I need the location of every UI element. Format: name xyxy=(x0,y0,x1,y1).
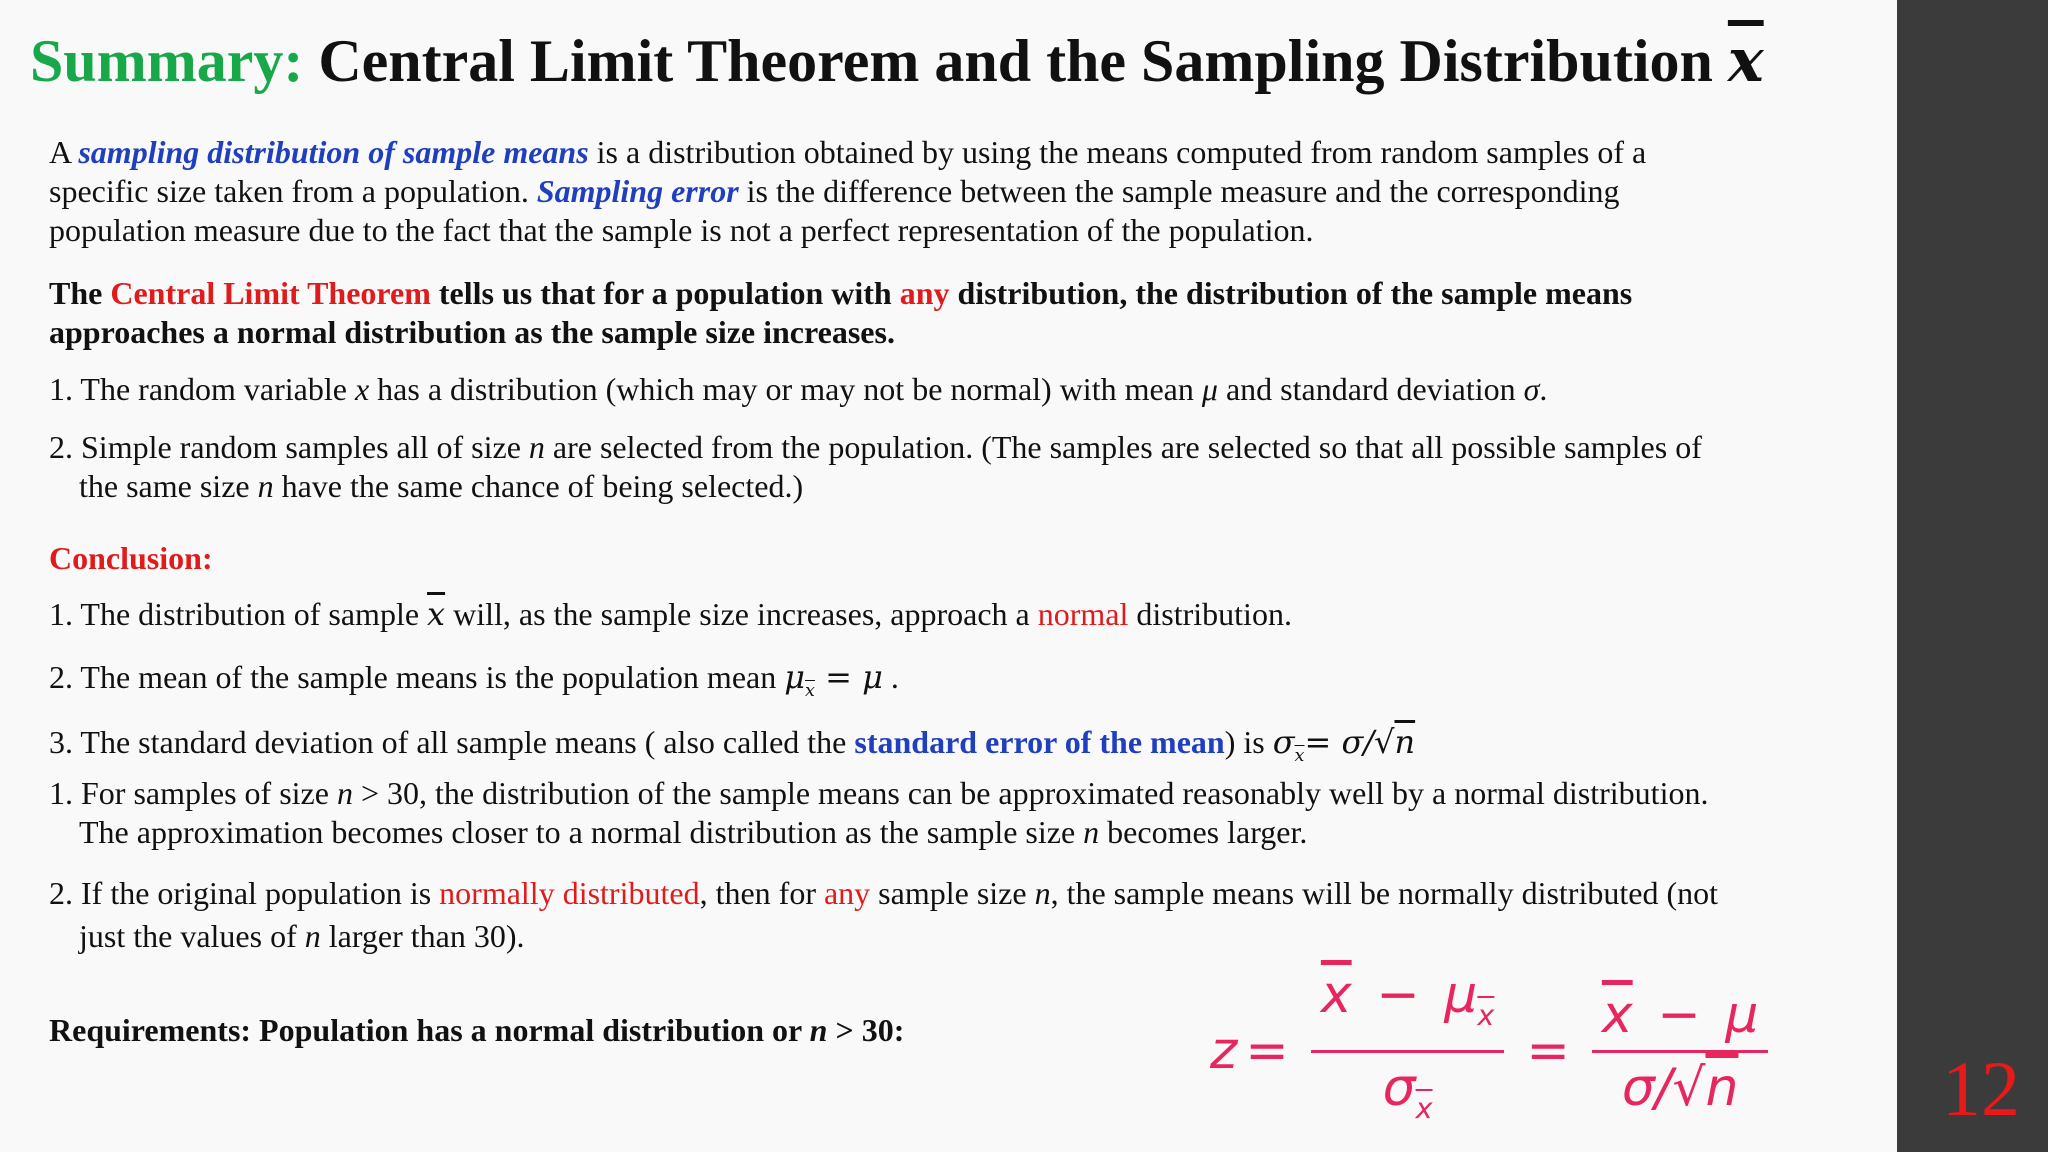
cc1-c: distribution. xyxy=(1128,596,1292,632)
f1-xbar: $\overline{x}$ xyxy=(1320,965,1352,1025)
clt-name: Central Limit Theorem xyxy=(110,275,431,311)
n2-b: , then for xyxy=(699,875,824,911)
title-xbar-symbol: x xyxy=(1727,26,1764,96)
c1-t2: and standard deviation xyxy=(1217,371,1524,407)
req-n: n xyxy=(809,1012,828,1048)
condition-2-line-1 xyxy=(49,428,1702,467)
clt-t1: tells us that for a population with xyxy=(430,275,900,311)
c1-a: 1. The random variable xyxy=(49,371,355,407)
cc1-a: 1. The distribution of sample xyxy=(49,596,428,632)
intro-line-2 xyxy=(49,172,1620,211)
n2-c: sample size xyxy=(870,875,1035,911)
fraction-2-numerator xyxy=(1592,980,1769,1050)
condition-1 xyxy=(49,370,1547,409)
conclusion-2 xyxy=(49,658,899,711)
cc1-normal: normal xyxy=(1037,596,1129,632)
formula-z: z xyxy=(1210,1021,1238,1082)
requirements xyxy=(49,1011,904,1050)
page-number: 12 xyxy=(1942,1045,2020,1132)
f2-sigma-sqrt: σ/√ xyxy=(1621,1057,1706,1118)
cc3-a: 3. The standard deviation of all sample means ( also called the xyxy=(49,724,855,760)
title-main: Central Limit Theorem and the Sampling Distribution xyxy=(318,28,1713,94)
term-sampling-error: Sampling error xyxy=(536,173,739,209)
n2-a: 2. If the original population is xyxy=(49,875,440,911)
cc2-eq: = μ xyxy=(814,658,883,696)
slide-title xyxy=(30,28,1764,94)
n2-f: larger than 30). xyxy=(320,918,525,954)
n2-e: just the values of xyxy=(79,918,305,954)
cc2-sub: x xyxy=(805,680,815,701)
f1-sigma: σ xyxy=(1382,1057,1416,1118)
clt-any: any xyxy=(899,275,950,311)
c1-x: x xyxy=(354,371,370,407)
conclusion-3 xyxy=(49,723,1415,776)
c2-t3: have the same chance of being selected.) xyxy=(273,468,804,504)
note-1-line-1 xyxy=(49,774,1708,813)
cc1-b: will, as the sample size increases, approach a xyxy=(445,596,1038,632)
f2-n: n xyxy=(1705,1057,1739,1118)
fraction-2-denominator xyxy=(1612,1053,1749,1123)
c1-t: has a distribution (which may or may not be normal) with mean xyxy=(369,371,1202,407)
cc3-eq: = σ/√ xyxy=(1304,723,1395,761)
cc1-xbar: $\overline{x}$ xyxy=(427,595,446,633)
right-sidebar xyxy=(1897,0,2048,1152)
cc3-n: n xyxy=(1394,723,1416,761)
formula-fraction-1 xyxy=(1311,960,1504,1143)
conclusion-1 xyxy=(49,595,1292,634)
conclusion-heading: Conclusion: xyxy=(49,540,213,576)
f2-mu: μ xyxy=(1725,984,1759,1045)
cc3-b: ) is xyxy=(1224,724,1273,760)
n1-b: > 30, the distribution of the sample means can be approximated reasonably well by a normal distribution. xyxy=(352,775,1709,811)
cc2-a: 2. The mean of the sample means is the population mean xyxy=(49,659,785,695)
intro-line-3: population measure due to the fact that the sample is not a perfect representation of the population. xyxy=(49,212,1314,248)
n1-n2: n xyxy=(1083,814,1100,850)
intro-a: A xyxy=(49,134,79,170)
title-prefix: Summary: xyxy=(30,28,304,94)
req-b: > 30: xyxy=(827,1012,905,1048)
c1-end: . xyxy=(1539,371,1548,407)
formula-fraction-2 xyxy=(1592,980,1769,1123)
intro-t3: is the difference between the sample measure and the corresponding xyxy=(738,173,1620,209)
f1-sigma-sub: x xyxy=(1415,1090,1433,1125)
cc3-sigma: σ xyxy=(1272,723,1295,761)
formula-eq-2: = xyxy=(1526,1021,1570,1082)
c2-t2: the same size xyxy=(79,468,258,504)
n1-c: The approximation becomes closer to a normal distribution as the sample size xyxy=(79,814,1084,850)
c2-n: n xyxy=(528,429,545,465)
c2-n2: n xyxy=(257,468,274,504)
cc3-sub: x xyxy=(1294,745,1305,766)
clt-line-1 xyxy=(49,274,1632,313)
clt-the: The xyxy=(49,275,111,311)
term-standard-error: standard error of the mean xyxy=(854,724,1225,760)
f1-minus: − xyxy=(1376,965,1420,1025)
fraction-1-numerator xyxy=(1311,960,1504,1050)
req-a: Requirements: Population has a normal distribution or xyxy=(49,1012,810,1048)
cc2-end: . xyxy=(882,659,899,695)
n2-n: n xyxy=(1034,875,1051,911)
z-score-formula xyxy=(1210,960,1782,1143)
c2-a: 2. Simple random samples all of size xyxy=(49,429,529,465)
condition-2-line-2 xyxy=(79,467,803,506)
note-1-line-2 xyxy=(79,813,1307,852)
formula-eq-1: = xyxy=(1245,1021,1289,1082)
c1-sigma: σ xyxy=(1523,371,1540,407)
clt-line-2: approaches a normal distribution as the sample size increases. xyxy=(49,314,895,350)
cc2-mu: μ xyxy=(784,658,806,696)
note-2-line-2 xyxy=(79,917,525,956)
n2-n2: n xyxy=(304,918,321,954)
n1-a: 1. For samples of size xyxy=(49,775,337,811)
c2-t: are selected from the population. (The samples are selected so that all possible samples of xyxy=(544,429,1702,465)
note-2-line-1 xyxy=(49,874,1718,913)
n1-n: n xyxy=(336,775,353,811)
term-sampling-distribution: sampling distribution of sample means xyxy=(78,134,589,170)
intro-t1: is a distribution obtained by using the means computed from random samples of a xyxy=(588,134,1647,170)
c1-mu: μ xyxy=(1201,371,1218,407)
clt-t2: distribution, the distribution of the sample means xyxy=(949,275,1633,311)
intro-t2: specific size taken from a population. xyxy=(49,173,537,209)
f1-mu-sub: x xyxy=(1477,997,1495,1032)
n2-any: any xyxy=(823,875,871,911)
fraction-1-denominator xyxy=(1373,1053,1443,1143)
f1-mu: μ xyxy=(1444,965,1478,1025)
n2-d: , the sample means will be normally distributed (not xyxy=(1050,875,1718,911)
n1-d: becomes larger. xyxy=(1099,814,1308,850)
f2-xbar: $\overline{x}$ xyxy=(1601,984,1633,1045)
n2-normally-distributed: normally distributed xyxy=(439,875,700,911)
intro-line-1 xyxy=(49,133,1646,172)
f2-minus: − xyxy=(1657,984,1701,1045)
